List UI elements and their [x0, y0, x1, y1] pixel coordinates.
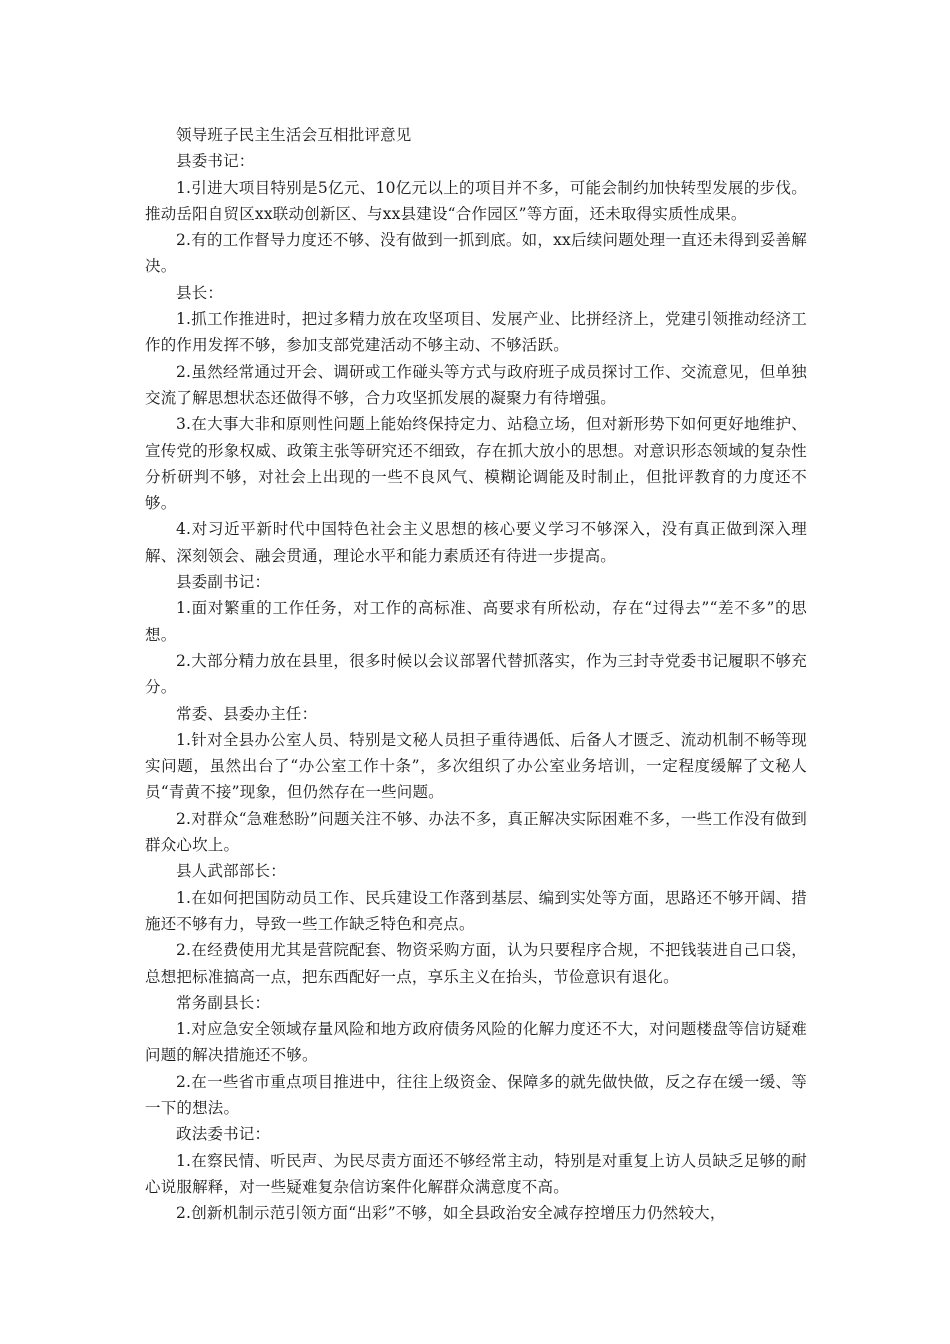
paragraph: 县委副书记： [176, 573, 271, 592]
paragraph: 2.对群众“急难愁盼”问题关注不够、办法不多，真正解决实际困难不多，一些工作没有做到群众心坎上。 [145, 809, 807, 855]
paragraph: 1.面对繁重的工作任务，对工作的高标准、高要求有所松动，存在“过得去”“差不多”的思想。 [145, 599, 807, 644]
paragraph: 2.创新机制示范引领方面“出彩”不够，如全县政治安全减存控增压力仍然较大， [176, 1204, 726, 1223]
paragraph: 2.大部分精力放在县里，很多时候以会议部署代替抓落实，作为三封寺党委书记履职不够充分。 [145, 651, 807, 697]
paragraph: 常务副县长： [176, 993, 271, 1012]
paragraph: 县委书记： [176, 152, 255, 171]
paragraph: 县人武部部长： [176, 862, 286, 881]
paragraph: 2.虽然经常通过开会、调研或工作碰头等方式与政府班子成员探讨工作、交流意见，但单独交流了解思想状态还做得不够，合力攻坚抓发展的凝聚力有待增强。 [145, 362, 807, 407]
paragraph: 2.有的工作督导力度还不够、没有做到一抓到底。如，xx后续问题处理一直还未得到妥善解决。 [145, 231, 807, 276]
paragraph: 2.在一些省市重点项目推进中，往往上级资金、保障多的就先做快做，反之存在缓一缓、等一下的想法。 [145, 1072, 807, 1117]
document-title: 领导班子民主生活会互相批评意见 [176, 126, 412, 144]
paragraph: 3.在大事大非和原则性问题上能始终保持定力、站稳立场，但对新形势下如何更好地维护、宣传党的形象权威、政策主张等研究还不细致，存在抓大放小的思想。对意识形态领域的复杂性分析研判不够，对社会上出现的一些不良风气、模糊论调能及时制止，但批评教育的力度还不够。 [145, 415, 807, 513]
paragraph: 1.对应急安全领域存量风险和地方政府债务风险的化解力度还不大，对问题楼盘等信访疑难问题的解决措施还不够。 [145, 1020, 807, 1065]
paragraph: 1.针对全县办公室人员、特别是文秘人员担子重待遇低、后备人才匮乏、流动机制不畅等现实问题，虽然出台了“办公室工作十条”，多次组织了办公室业务培训，一定程度缓解了文秘人员“青黄不接”现象，但仍然存在一些问题。 [145, 730, 807, 802]
document-page [145, 122, 807, 1226]
paragraph: 1.引进大项目特别是5亿元、10亿元以上的项目并不多，可能会制约加快转型发展的步伐。推动岳阳自贸区xx联动创新区、与xx县建设“合作园区”等方面，还未取得实质性成果。 [145, 178, 807, 223]
paragraph: 1.抓工作推进时，把过多精力放在攻坚项目、发展产业、比拼经济上，党建引领推动经济工作的作用发挥不够，参加支部党建活动不够主动、不够活跃。 [145, 310, 807, 355]
paragraph: 4.对习近平新时代中国特色社会主义思想的核心要义学习不够深入，没有真正做到深入理解、深刻领会、融会贯通，理论水平和能力素质还有待进一步提高。 [145, 520, 807, 565]
paragraph: 1.在察民情、听民声、为民尽责方面还不够经常主动，特别是对重复上访人员缺乏足够的耐心说服解释，对一些疑难复杂信访案件化解群众满意度不高。 [145, 1151, 807, 1196]
paragraph: 2.在经费使用尤其是营院配套、物资采购方面，认为只要程序合规，不把钱装进自己口袋，总想把标准搞高一点，把东西配好一点，享乐主义在抬头，节俭意识有退化。 [145, 941, 807, 986]
document-body [145, 148, 807, 1226]
paragraph: 政法委书记： [176, 1125, 271, 1144]
paragraph: 常委、县委办主任： [176, 704, 318, 723]
paragraph: 1.在如何把国防动员工作、民兵建设工作落到基层、编到实处等方面，思路还不够开阔、措施还不够有力，导致一些工作缺乏特色和亮点。 [145, 888, 807, 933]
paragraph: 县长： [176, 283, 224, 302]
